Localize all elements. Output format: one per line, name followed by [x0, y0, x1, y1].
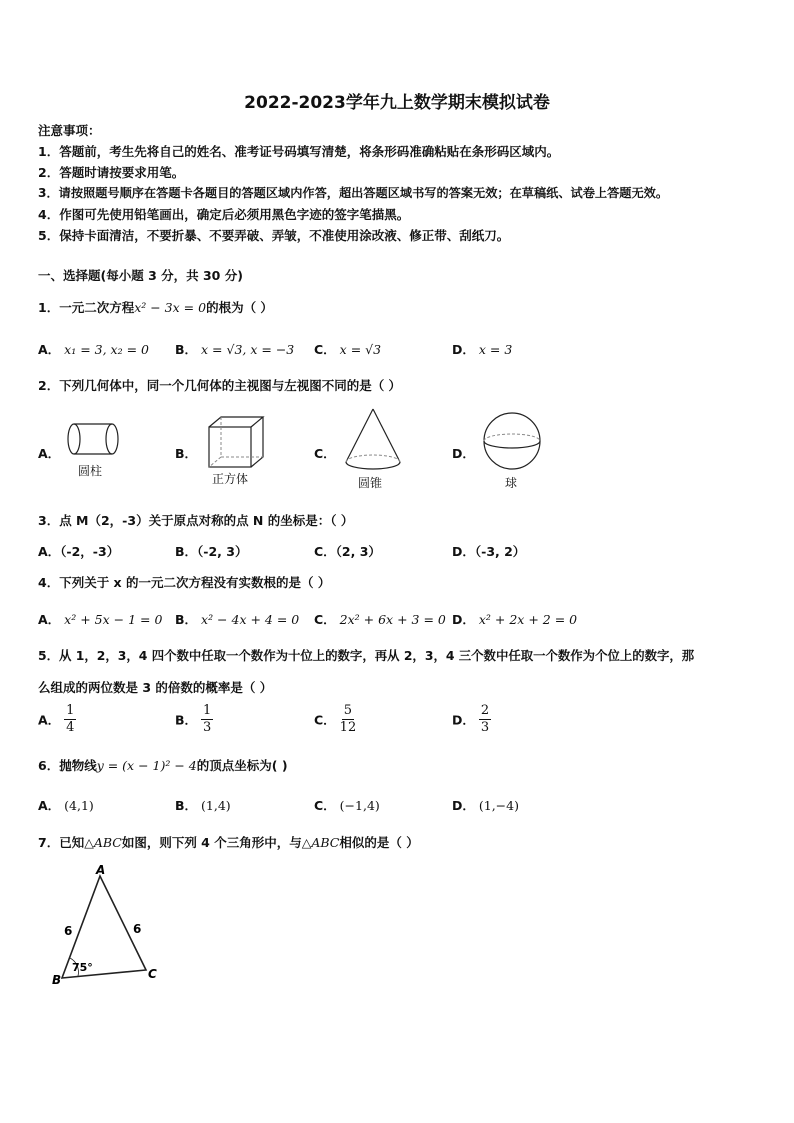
vertex-a-label: A — [96, 863, 106, 877]
question-2: 2．下列几何体中，同一个几何体的主视图与左视图不同的是（ ） — [38, 378, 402, 393]
question-6: 6．抛物线y = (x − 1)² − 4的顶点坐标为( ) — [38, 758, 288, 773]
vertex-c-label: C — [148, 967, 157, 981]
q6-equation: y = (x − 1)² − 4 — [96, 758, 197, 773]
question-4: 4．下列关于 x 的一元二次方程没有实数根的是（ ） — [38, 575, 331, 590]
q4-option-c[interactable]: C． 2x² + 6x + 3 = 0 — [314, 612, 446, 627]
q6-option-a[interactable]: A． (4,1) — [38, 798, 94, 813]
notice-item-4: 4．作图可先使用铅笔画出，确定后必须用黑色字迹的签字笔描黑。 — [38, 207, 410, 222]
question-7: 7．已知△ABC如图，则下列 4 个三角形中，与△ABC相似的是（ ） — [38, 835, 419, 850]
q3-option-d[interactable]: D．（-3, 2） — [452, 544, 526, 559]
q3-option-b[interactable]: B．（-2, 3） — [175, 544, 248, 559]
q5-option-b[interactable]: B． $\frac{1}{3}$ — [175, 703, 212, 735]
q1-stem-b: 的根为（ ） — [206, 300, 273, 315]
notice-item-2: 2．答题时请按要求用笔。 — [38, 165, 185, 180]
notice-heading: 注意事项： — [38, 123, 101, 138]
question-1 — [38, 298, 273, 316]
q6-option-b[interactable]: B． (1,4) — [175, 798, 231, 813]
cube-figure — [205, 415, 271, 471]
vertex-b-label: B — [52, 973, 62, 987]
q1-option-a[interactable]: A． x₁ = 3, x₂ = 0 — [38, 342, 149, 357]
q2-caption-cylinder: 圆柱 — [78, 464, 103, 478]
q1-stem-a: 1．一元二次方程 — [38, 300, 135, 315]
q5-option-c[interactable]: C． $\frac{5}{12}$ — [314, 703, 357, 735]
side-ac-label: 6 — [133, 922, 142, 936]
triangle-abc-figure — [48, 862, 178, 992]
q2-caption-sphere: 球 — [505, 476, 518, 490]
q5-option-d[interactable]: D． $\frac{2}{3}$ — [452, 703, 490, 735]
q4-option-a[interactable]: A． x² + 5x − 1 = 0 — [38, 612, 163, 627]
q2-option-c[interactable]: C． — [314, 446, 336, 461]
angle-b-label: 75° — [72, 961, 93, 974]
q4-option-b[interactable]: B． x² − 4x + 4 = 0 — [175, 612, 300, 627]
q1-option-b[interactable]: B． x = √3, x = −3 — [175, 342, 295, 357]
question-5-line-1: 5．从 1，2，3，4 四个数中任取一个数作为十位上的数字，再从 2，3，4 三个数中任取一个数作为个位上的数字，那 — [38, 648, 695, 663]
side-ab-label: 6 — [64, 924, 73, 938]
q5-option-a[interactable]: A． $\frac{1}{4}$ — [38, 703, 75, 735]
q1-equation: x² − 3x = 0 — [134, 300, 207, 315]
q1-option-c[interactable]: C． x = √3 — [314, 342, 382, 357]
notice-item-1: 1．答题前，考生先将自己的姓名、准考证号码填写清楚，将条形码准确粘贴在条形码区域内。 — [38, 144, 560, 159]
question-5-line-2: 么组成的两位数是 3 的倍数的概率是（ ） — [38, 680, 273, 695]
page-title: 2022-2023学年九上数学期末模拟试卷 — [244, 93, 550, 113]
q6-option-d[interactable]: D． (1,−4) — [452, 798, 519, 813]
q6-option-c[interactable]: C． (−1,4) — [314, 798, 380, 813]
q3-option-a[interactable]: A．（-2，-3） — [38, 544, 120, 559]
q1-option-d[interactable]: D． x = 3 — [452, 342, 513, 357]
q2-caption-cube: 正方体 — [212, 472, 249, 486]
q2-option-b[interactable]: B． — [175, 446, 198, 461]
q2-option-d[interactable]: D． — [452, 446, 475, 461]
q2-option-a[interactable]: A． — [38, 446, 61, 461]
sphere-figure — [480, 410, 544, 472]
q2-caption-cone: 圆锥 — [358, 476, 383, 490]
notice-item-5: 5．保持卡面清洁，不要折暴、不要弄破、弄皱，不准使用涂改液、修正带、刮纸刀。 — [38, 228, 510, 243]
notice-item-3: 3．请按照题号顺序在答题卡各题目的答题区域内作答，超出答题区域书写的答案无效；在草稿纸、试卷上答题无效。 — [38, 186, 669, 200]
q3-option-c[interactable]: C．（2, 3） — [314, 544, 381, 559]
q4-option-d[interactable]: D． x² + 2x + 2 = 0 — [452, 612, 578, 627]
section-heading: 一、选择题(每小题 3 分，共 30 分) — [38, 268, 243, 283]
cone-figure — [340, 406, 406, 476]
question-3: 3．点 M（2，-3）关于原点对称的点 N 的坐标是：（ ） — [38, 513, 354, 528]
